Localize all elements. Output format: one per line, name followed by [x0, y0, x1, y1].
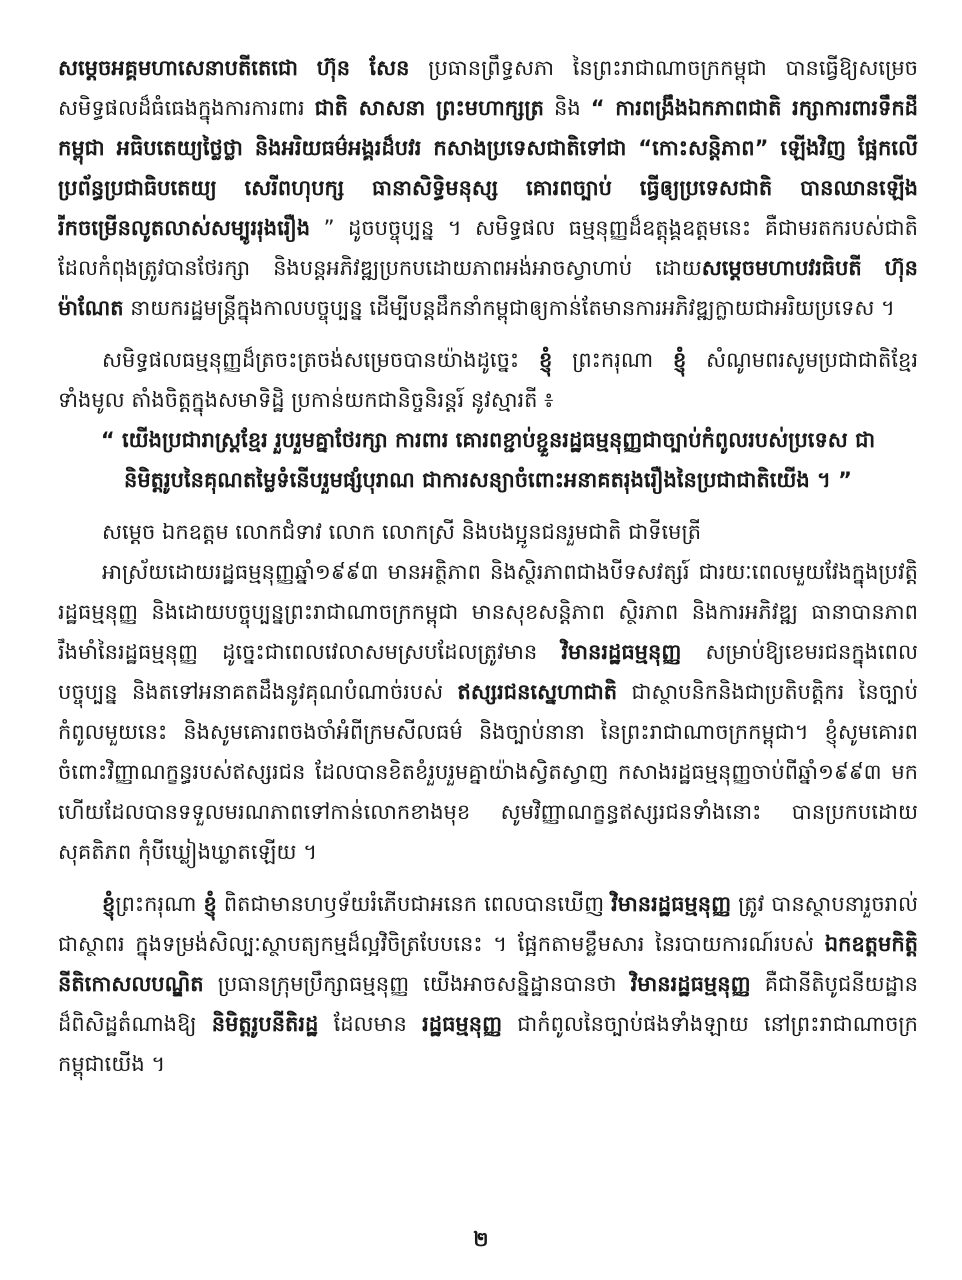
paragraph-text: និង	[543, 96, 591, 120]
paragraph-text: ប្រធានព្រឹទ្ធសភា នៃព្រះរាជាណាចក្រកម្ពុជា បានធ្វើឱ្យសម្រេចសមិទ្ធផលដ៏ធំធេងក្នុងការការពារ	[58, 56, 918, 120]
emphasis-text: វិមានរដ្ឋធម្មនុញ្ញ	[630, 972, 751, 996]
paragraph-1	[58, 48, 918, 328]
honorific-title: សម្តេចអគ្គមហាសេនាបតីតេជោ	[58, 56, 298, 80]
paragraph-text: សមិទ្ធផលធម្មនុញ្ញដ៏ត្រចះត្រចង់សម្រេចបានយ៉ាងដូច្នេះ	[102, 348, 539, 372]
emphasis-text: វិមានរដ្ឋធម្មនុញ្ញ	[611, 892, 732, 916]
paragraph-text: ពិតជាមានហឫទ័យរំភើបជាអនេក ពេលបានឃើញ	[216, 892, 612, 916]
document-page	[58, 48, 918, 1208]
quote-block: “ យើងប្រជារាស្ត្រខ្មែរ រួបរួមគ្នាថែរក្សា ការពារ គោរពខ្ជាប់ខ្ជួនរដ្ឋធម្មនុញ្ញជាច្បាប់កំពូលរបស់ប្រទេស ជានិមិត្តរូបនៃគុណតម្លៃទំនើបរួមផ្សំបុរាណ ជាការសន្យាចំពោះអនាគតរុងរឿងនៃប្រជាជាតិយើង ។ ”	[100, 428, 876, 492]
emphasis-text: វិមានរដ្ឋធម្មនុញ្ញ	[561, 640, 682, 664]
page-number: ២	[473, 1227, 489, 1251]
paragraph-text: ព្រះករុណា	[552, 348, 673, 372]
paragraph-text: ព្រះករុណា	[115, 892, 204, 916]
paragraph-text: នាយករដ្ឋមន្ត្រីក្នុងកាលបច្ចុប្បន្ន ដើម្បីបន្តដឹកនាំកម្ពុជាឲ្យកាន់តែមានការអភិវឌ្ឍក្លាយជាអរិយប្រទេស ។	[123, 296, 895, 320]
paragraph-2	[58, 340, 918, 420]
paragraph-4	[58, 884, 918, 1084]
salutation: សម្តេច ឯកឧត្តម លោកជំទាវ លោក លោកស្រី និងបងប្អូនជនរួមជាតិ ជាទីមេត្រី	[102, 520, 702, 544]
paragraph-3	[58, 552, 918, 872]
paragraph-text: ជាស្ថាបនិកនិងជាប្រតិបត្តិករ នៃច្បាប់កំពូលមួយនេះ និងសូមគោរពចងចាំអំពីក្រមសីលធម៌ និងច្បាប់នានា នៃព្រះរាជាណាចក្រកម្ពុជា។ ខ្ញុំសូមគោរពចំពោះវិញ្ញាណក្ខន្ធរបស់ឥស្សរជន ដែលបានខិតខំរួបរួមគ្នាយ៉ាងស្វិតស្វាញ កសាងរដ្ឋធម្មនុញ្ញចាប់ពីឆ្នាំ១៩៩៣ មក ហើយដែលបានទទួលមរណភាពទៅកាន់លោកខាងមុខ សូមវិញ្ញាណក្ខន្ធឥស្សរជនទាំងនោះ បានប្រកបដោយសុគតិភព កុំបីឃ្លៀងឃ្លាតឡើយ ។	[58, 680, 918, 864]
person-name: ហ៊ុន សែន	[316, 56, 410, 80]
paragraph-text: សម្រាប់ឱ្យខេមរជនក្នុងពេលបច្ចុប្បន្ន និងតទៅអនាគតដឹងនូវគុណបំណាច់របស់	[58, 640, 918, 704]
emphasis-text: ជាតិ សាសនា ព្រះមហាក្សត្រ	[314, 96, 544, 120]
paragraph-text: ត្រូវ បានស្ថាបនារួចរាល់ជាស្ថាពរ ក្នុងទម្រង់សិល្បៈស្ថាបត្យកម្មដ៏ល្អវិចិត្របែបនេះ ។ ផ្អែកតាមខ្លឹមសារ នៃរបាយការណ៍របស់	[58, 892, 918, 956]
emphasis-text: និមិត្តរូបនីតិរដ្ឋ	[211, 1012, 319, 1036]
emphasis-text: “ ការពង្រឹងឯកភាពជាតិ រក្សាការពារទឹកដីកម្ពុជា អធិបតេយ្យថ្លៃថ្លា និងអរិយធម៌អង្គរដ៏បវរ កសាងប្រទេសជាតិទៅជា “កោះសន្តិភាព” ឡើងវិញ ផ្អែកលើប្រព័ន្ធប្រជាធិបតេយ្យ សេរីពហុបក្ស ធានាសិទ្ធិមនុស្ស គោរពច្បាប់ ធ្វើឲ្យប្រទេសជាតិ បានឈានឡើងរីកចម្រើនលូតលាស់សម្បូររុងរឿង	[58, 96, 918, 240]
paragraph-text: សំណូមពរសូមប្រជាជាតិខ្មែរទាំងមូល តាំងចិត្តក្នុងសមាទិដ្ឋិ ប្រកាន់យកជានិច្ចនិរន្តរ៍ នូវស្មារតី ៖	[58, 348, 918, 412]
emphasis-text: ខ្ញុំ	[203, 892, 217, 916]
person-name: ហ៊ុន ម៉ាណែត	[58, 256, 918, 320]
paragraph-text: ជាកំពូលនៃច្បាប់ផងទាំងឡាយ នៅព្រះរាជាណាចក្រកម្ពុជាយើង ។	[58, 1012, 918, 1076]
paragraph-text: ” ដូចបច្ចុប្បន្ន ។ សមិទ្ធផល ធម្មនុញ្ញដ៏ឧត្តុង្គឧត្តមនេះ គឺជាមរតករបស់ជាតិ ដែលកំពុងត្រូវបានថែរក្សា និងបន្តអភិវឌ្ឍប្រកបដោយភាពអង់អាចស្វាហាប់ ដោយ	[58, 216, 918, 280]
paragraph-text: គឺជានីតិបូជនីយដ្ឋានដ៏ពិសិដ្ឋតំណាងឱ្យ	[58, 972, 918, 1036]
honorific-title: សម្តេចមហាបវរធិបតី	[701, 256, 862, 280]
emphasis-text: រដ្ឋធម្មនុញ្ញ	[422, 1012, 503, 1036]
paragraph-text: អាស្រ័យដោយរដ្ឋធម្មនុញ្ញឆ្នាំ១៩៩៣ មានអត្ថិភាព និងស្ថិរភាពជាងបីទសវត្សរ៍ ជារយៈពេលមួយវែងក្នុងប្រវត្តិរដ្ឋធម្មនុញ្ញ និងដោយបច្ចុប្បន្នព្រះរាជាណាចក្រកម្ពុជា មានសុខសន្តិភាព ស្ថិរភាព និងការអភិវឌ្ឍ ធានាបានភាពរឹងមាំនៃរដ្ឋធម្មនុញ្ញ ដូច្នេះជាពេលវេលាសមស្របដែលត្រូវមាន	[58, 560, 918, 664]
emphasis-text: ខ្ញុំ	[538, 348, 553, 372]
emphasis-text: ខ្ញុំ	[673, 348, 687, 372]
paragraph-text: ដែលមាន	[318, 1012, 423, 1036]
paragraph-text: ប្រធានក្រុមប្រឹក្សាធម្មនុញ្ញ យើងអាចសន្និដ្ឋានបានថា	[203, 972, 631, 996]
emphasis-text: ឥស្សរជនស្នេហាជាតិ	[457, 680, 618, 704]
emphasis-text: ខ្ញុំ	[102, 892, 116, 916]
emphasis-text: ឯកឧត្តមកិត្តិនីតិកោសលបណ្ឌិត	[58, 932, 918, 996]
